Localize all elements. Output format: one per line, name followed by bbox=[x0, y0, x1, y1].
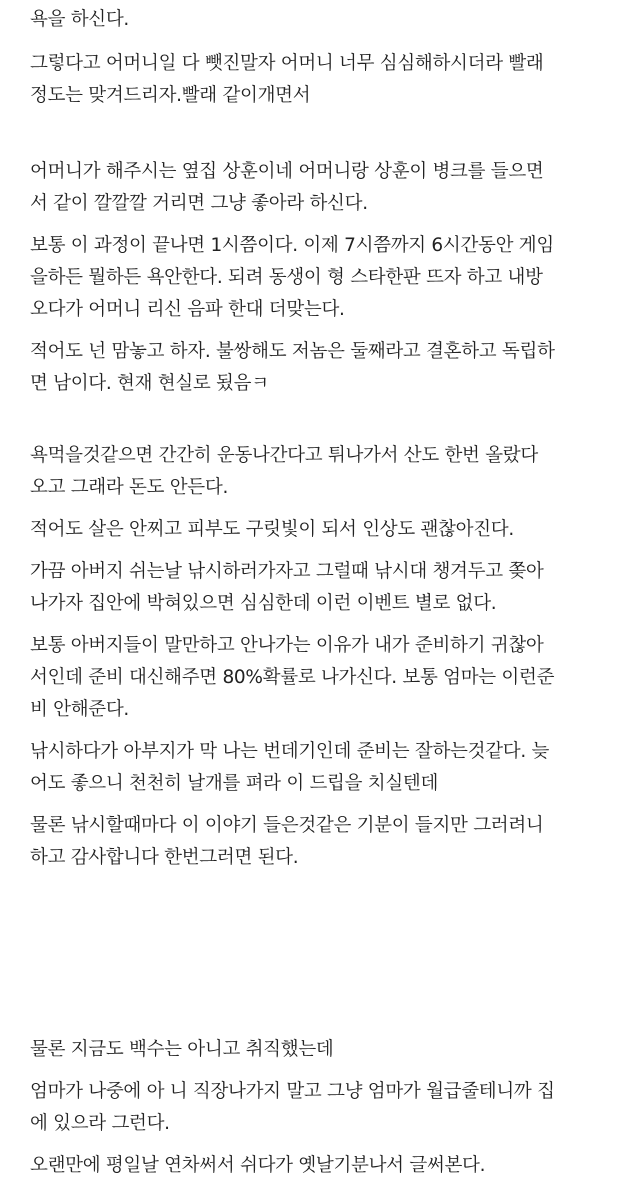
text-line: 하고 감사합니다 한번그러면 된다. bbox=[30, 847, 299, 868]
text-line: 그렇다고 어머니일 다 뺏진말자 어머니 너무 심심해하시더라 빨래 bbox=[30, 53, 544, 74]
text-line: 가끔 아버지 쉬는날 낚시하러가자고 그럴때 낚시대 챙겨두고 쫒아 bbox=[30, 561, 544, 582]
text-line: 오랜만에 평일날 연차써서 쉬다가 옛날기분나서 글써본다. bbox=[30, 1155, 486, 1176]
text-line: 어머니가 해주시는 옆집 상훈이네 어머니랑 상훈이 병크를 들으면 bbox=[30, 161, 544, 182]
text-line: 에 있으라 그런다. bbox=[30, 1113, 170, 1134]
text-line: 면 남이다. 현재 현실로 됬음ㅋ bbox=[30, 373, 269, 394]
text-line: 낚시하다가 아부지가 막 나는 번데기인데 준비는 잘하는것같다. 늦 bbox=[30, 741, 550, 762]
text-line: 엄마가 나중에 아 니 직장나가지 말고 그냥 엄마가 월급줄테니까 집 bbox=[30, 1081, 555, 1102]
text-line: 비 안해준다. bbox=[30, 699, 130, 720]
text-line: 욕먹을것같으면 간간히 운동나간다고 튀나가서 산도 한번 올랐다 bbox=[30, 445, 538, 466]
text-line: 오고 그래라 돈도 안든다. bbox=[30, 477, 229, 498]
text-line: 서인데 준비 대신해주면 80%확률로 나가신다. 보통 엄마는 이런준 bbox=[30, 667, 555, 688]
text-line: 적어도 살은 안찌고 피부도 구릿빛이 되서 인상도 괜찮아진다. bbox=[30, 519, 514, 540]
text-line: 물론 낚시할때마다 이 이야기 들은것같은 기분이 들지만 그러려니 bbox=[30, 815, 544, 836]
text-line: 보통 아버지들이 말만하고 안나가는 이유가 내가 준비하기 귀찮아 bbox=[30, 635, 544, 656]
text-line: 물론 지금도 백수는 아니고 취직했는데 bbox=[30, 1039, 334, 1060]
text-line: 을하든 뭘하든 욕안한다. 되려 동생이 형 스타한판 뜨자 하고 내방 bbox=[30, 267, 543, 288]
text-line: 정도는 맞겨드리자.빨래 같이개면서 bbox=[30, 85, 311, 106]
text-line: 어도 좋으니 천천히 날개를 펴라 이 드립을 치실텐데 bbox=[30, 773, 439, 794]
text-line: 오다가 어머니 리신 음파 한대 더맞는다. bbox=[30, 299, 345, 320]
text-line: 욕을 하신다. bbox=[30, 9, 130, 30]
text-line: 서 같이 깔깔깔 거리면 그냥 좋아라 하신다. bbox=[30, 193, 368, 214]
text-line: 보통 이 과정이 끝나면 1시쯤이다. 이제 7시쯤까지 6시간동안 게임 bbox=[30, 235, 554, 256]
text-line: 나가자 집안에 박혀있으면 심심한데 이런 이벤트 별로 없다. bbox=[30, 593, 497, 614]
text-line: 적어도 넌 맘놓고 하자. 불쌍해도 저놈은 둘째라고 결혼하고 독립하 bbox=[30, 341, 555, 362]
